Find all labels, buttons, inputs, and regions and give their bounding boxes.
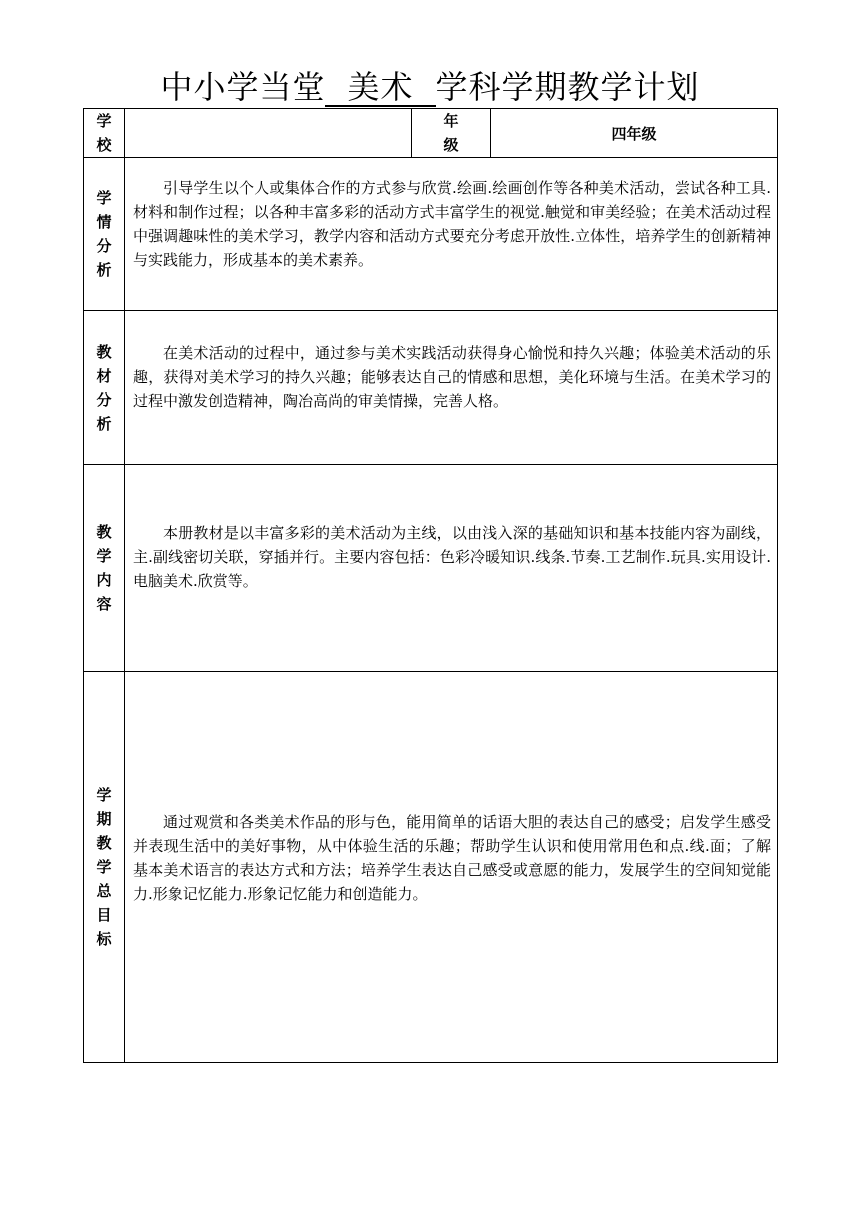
grade-value: 四年级: [491, 109, 778, 158]
section-text: 通过观赏和各类美术作品的形与色，能用简单的话语大胆的表达自己的感受；启发学生感受并表现生活中的美好事物，从中体验生活的乐趣；帮助学生认识和使用常用色和点.线.面；了解基本美术语言的表达方式和方法；培养学生表达自己感受或意愿的能力，发展学生的空间知觉能力.形象记忆能力.形象记忆能力和创造能力。: [125, 672, 778, 1063]
section-label: 学期教学总目标: [84, 672, 125, 1063]
section-text: 引导学生以个人或集体合作的方式参与欣赏.绘画.绘画创作等各种美术活动，尝试各种工具.材料和制作过程；以各种丰富多彩的活动方式丰富学生的视觉.触觉和审美经验；在美术活动过程中强调趣味性的美术学习，教学内容和活动方式要充分考虑开放性.立体性，培养学生的创新精神与实践能力，形成基本的美术素养。: [125, 158, 778, 311]
title-suffix: 学科学期教学计划: [435, 68, 700, 106]
grade-label: 年级: [412, 109, 491, 158]
section-text: 在美术活动的过程中，通过参与美术实践活动获得身心愉悦和持久兴趣；体验美术活动的乐趣，获得对美术学习的持久兴趣；能够表达自己的情感和思想，美化环境与生活。在美术学习的过程中激发创造精神，陶冶高尚的审美情操，完善人格。: [125, 311, 778, 465]
section-row: [84, 158, 778, 311]
school-value: [125, 109, 412, 158]
section-label: 教学内容: [84, 465, 125, 672]
title-subject: 美术: [325, 69, 435, 107]
school-label: 学校: [84, 109, 125, 158]
title-prefix: 中小学当堂: [160, 68, 326, 106]
section-row: [84, 465, 778, 672]
section-label: 教材分析: [84, 311, 125, 465]
page-title: [0, 66, 860, 108]
section-label: 学情分析: [84, 158, 125, 311]
header-row: [84, 109, 778, 158]
section-text: 本册教材是以丰富多彩的美术活动为主线，以由浅入深的基础知识和基本技能内容为副线，主.副线密切关联，穿插并行。主要内容包括：色彩冷暖知识.线条.节奏.工艺制作.玩具.实用设计.电脑美术.欣赏等。: [125, 465, 778, 672]
plan-table: [83, 108, 778, 1063]
section-row: [84, 672, 778, 1063]
section-row: [84, 311, 778, 465]
